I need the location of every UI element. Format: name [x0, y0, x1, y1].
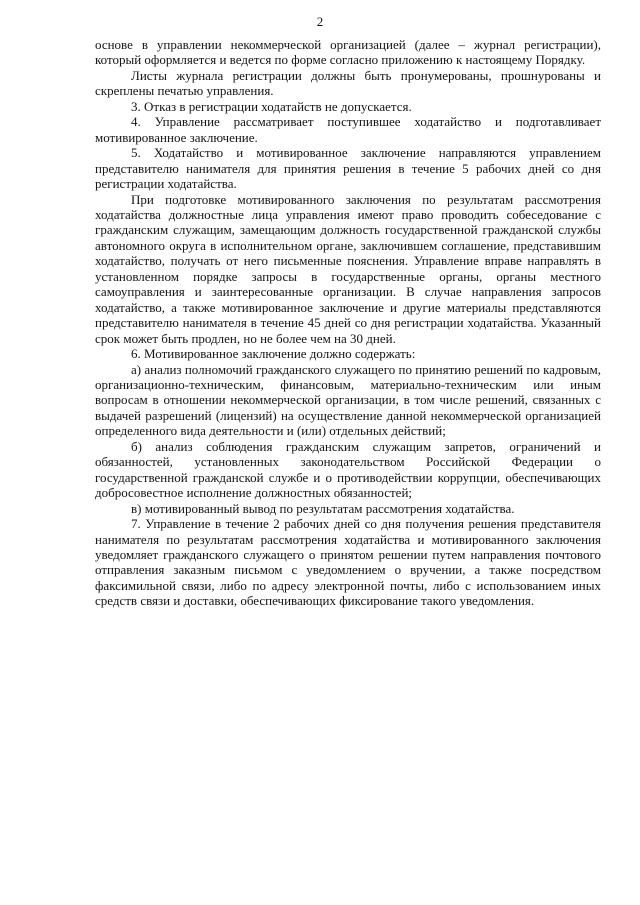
paragraph-journal-sheets: Листы журнала регистрации должны быть пронумерованы, прошнурованы и скреплены печатью управления.: [95, 67, 601, 99]
page-number: 2: [316, 14, 324, 29]
paragraph-item-6v: в) мотивированный вывод по результатам рассмотрения ходатайства.: [131, 500, 515, 516]
paragraph-registration-journal-continued: основе в управлении некоммерческой организацией (далее – журнал регистрации), который оформляется и ведется по форме согласно приложению к настоящему Порядку.: [95, 37, 601, 68]
document-body: [95, 37, 601, 609]
paragraph-item-5: 5. Ходатайство и мотивированное заключение направляются управлением представителю нанимателя для принятия решения в течение 5 рабочих дней со дня регистрации ходатайства.: [95, 145, 601, 192]
paragraph-preparation-of-conclusion: При подготовке мотивированного заключения по результатам рассмотрения ходатайства должностные лица управления имеют право проводить собеседование с гражданским служащим, замещающим должность государственной гражданской службы автономного округа в исполнительном органе, заключившем соглашение, представившим ходатайство, получать от него письменные пояснения. Управление вправе направлять в установленном порядке запросы в государственные органы, органы местного самоуправления и заинтересованные организации. В случае направления запросов ходатайство, а также мотивированное заключение и другие материалы представляются представителю нанимателя в течение 45 дней со дня регистрации ходатайства. Указанный срок может быть продлен, но не более чем на 30 дней.: [95, 191, 601, 346]
paragraph-item-3: 3. Отказ в регистрации ходатайств не допускается.: [131, 98, 412, 114]
paragraph-item-7: 7. Управление в течение 2 рабочих дней со дня получения решения представителя нанимателя по результатам рассмотрения ходатайства и мотивированного заключения уведомляет гражданского служащего о принятом решении путем направления почтового отправления заказным письмом с уведомлением о вручении, а также посредством факсимильной связи, либо по адресу электронной почты, либо с использованием иных средств связи и доставки, обеспечивающих фиксирование такого уведомления.: [95, 516, 601, 609]
paragraph-item-4: 4. Управление рассматривает поступившее ходатайство и подготавливает мотивированное заключение.: [95, 114, 601, 145]
paragraph-item-6a: а) анализ полномочий гражданского служащего по принятию решений по кадровым, организационно-техническим, финансовым, материально-техническим или иным вопросам в отношении некоммерческой организации, в том числе решений, связанных с выдачей разрешений (лицензий) на осуществление данной некоммерческой организацией определенного вида деятельности и (или) отдельных действий;: [95, 361, 601, 439]
paragraph-item-6: 6. Мотивированное заключение должно содержать:: [131, 346, 416, 362]
paragraph-item-6b: б) анализ соблюдения гражданским служащим запретов, ограничений и обязанностей, установленных законодательством Российской Федерации о государственной гражданской службе и о противодействии коррупции, обеспечивающих добросовестное исполнение должностных обязанностей;: [95, 438, 601, 501]
